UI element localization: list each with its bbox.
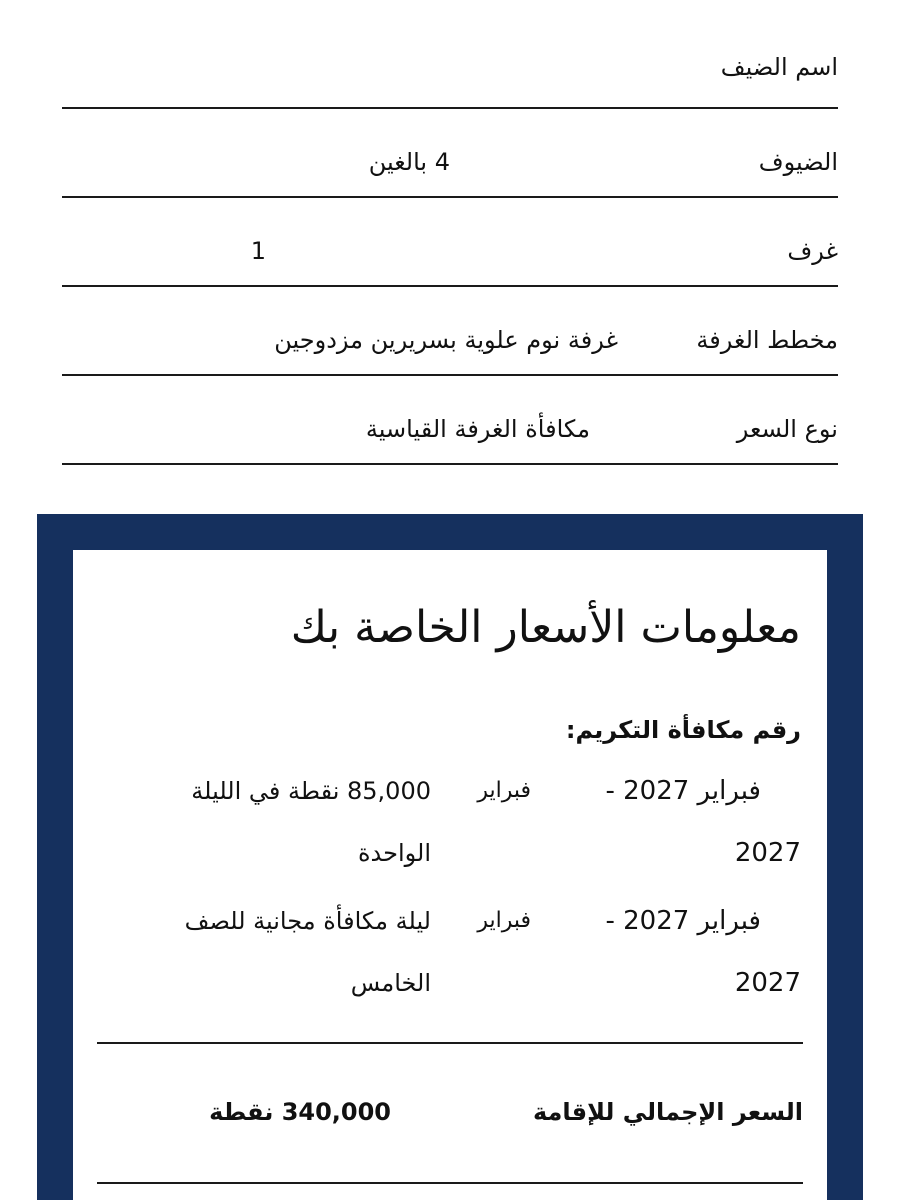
reservation-details xyxy=(62,20,838,465)
award-range-month: فبراير xyxy=(477,908,531,933)
divider xyxy=(97,1182,803,1184)
guests-label: الضيوف xyxy=(758,148,838,176)
award-range-start: فبراير 2027 - xyxy=(605,906,761,936)
rate-type-row xyxy=(62,376,838,465)
total-price-label: السعر الإجمالي للإقامة xyxy=(532,1098,803,1126)
rate-type-label: نوع السعر xyxy=(736,415,838,443)
award-range-end: 2027 xyxy=(734,838,801,868)
award-description: 85,000 نقطة في الليلة الواحدة xyxy=(191,777,431,867)
pricing-title: معلومات الأسعار الخاصة بك xyxy=(290,602,801,653)
room-layout-row xyxy=(62,287,838,376)
room-layout-label: مخطط الغرفة xyxy=(696,326,838,354)
divider xyxy=(97,1042,803,1044)
pricing-card-frame xyxy=(37,514,863,1200)
award-number-label: رقم مكافأة التكريم: xyxy=(565,716,801,744)
award-range-month: فبراير xyxy=(477,778,531,803)
award-description: ليلة مكافأة مجانية للصف الخامس xyxy=(184,907,431,997)
guests-value: 4 بالغين xyxy=(368,148,450,176)
guests-row xyxy=(62,109,838,198)
guest-name-row xyxy=(62,20,838,109)
rooms-value: 1 xyxy=(250,237,266,265)
award-item xyxy=(151,890,801,1020)
award-range-end: 2027 xyxy=(734,968,801,998)
award-item xyxy=(151,760,801,890)
rate-type-value: مكافأة الغرفة القياسية xyxy=(365,415,590,443)
total-price-value: 340,000 نقطة xyxy=(209,1098,391,1126)
rooms-label: غرف xyxy=(787,237,838,265)
award-range-start: فبراير 2027 - xyxy=(605,776,761,806)
rooms-row xyxy=(62,198,838,287)
room-layout-value: غرفة نوم علوية بسريرين مزدوجين xyxy=(274,326,618,354)
pricing-card xyxy=(73,550,827,1200)
guest-name-label: اسم الضيف xyxy=(720,53,838,81)
